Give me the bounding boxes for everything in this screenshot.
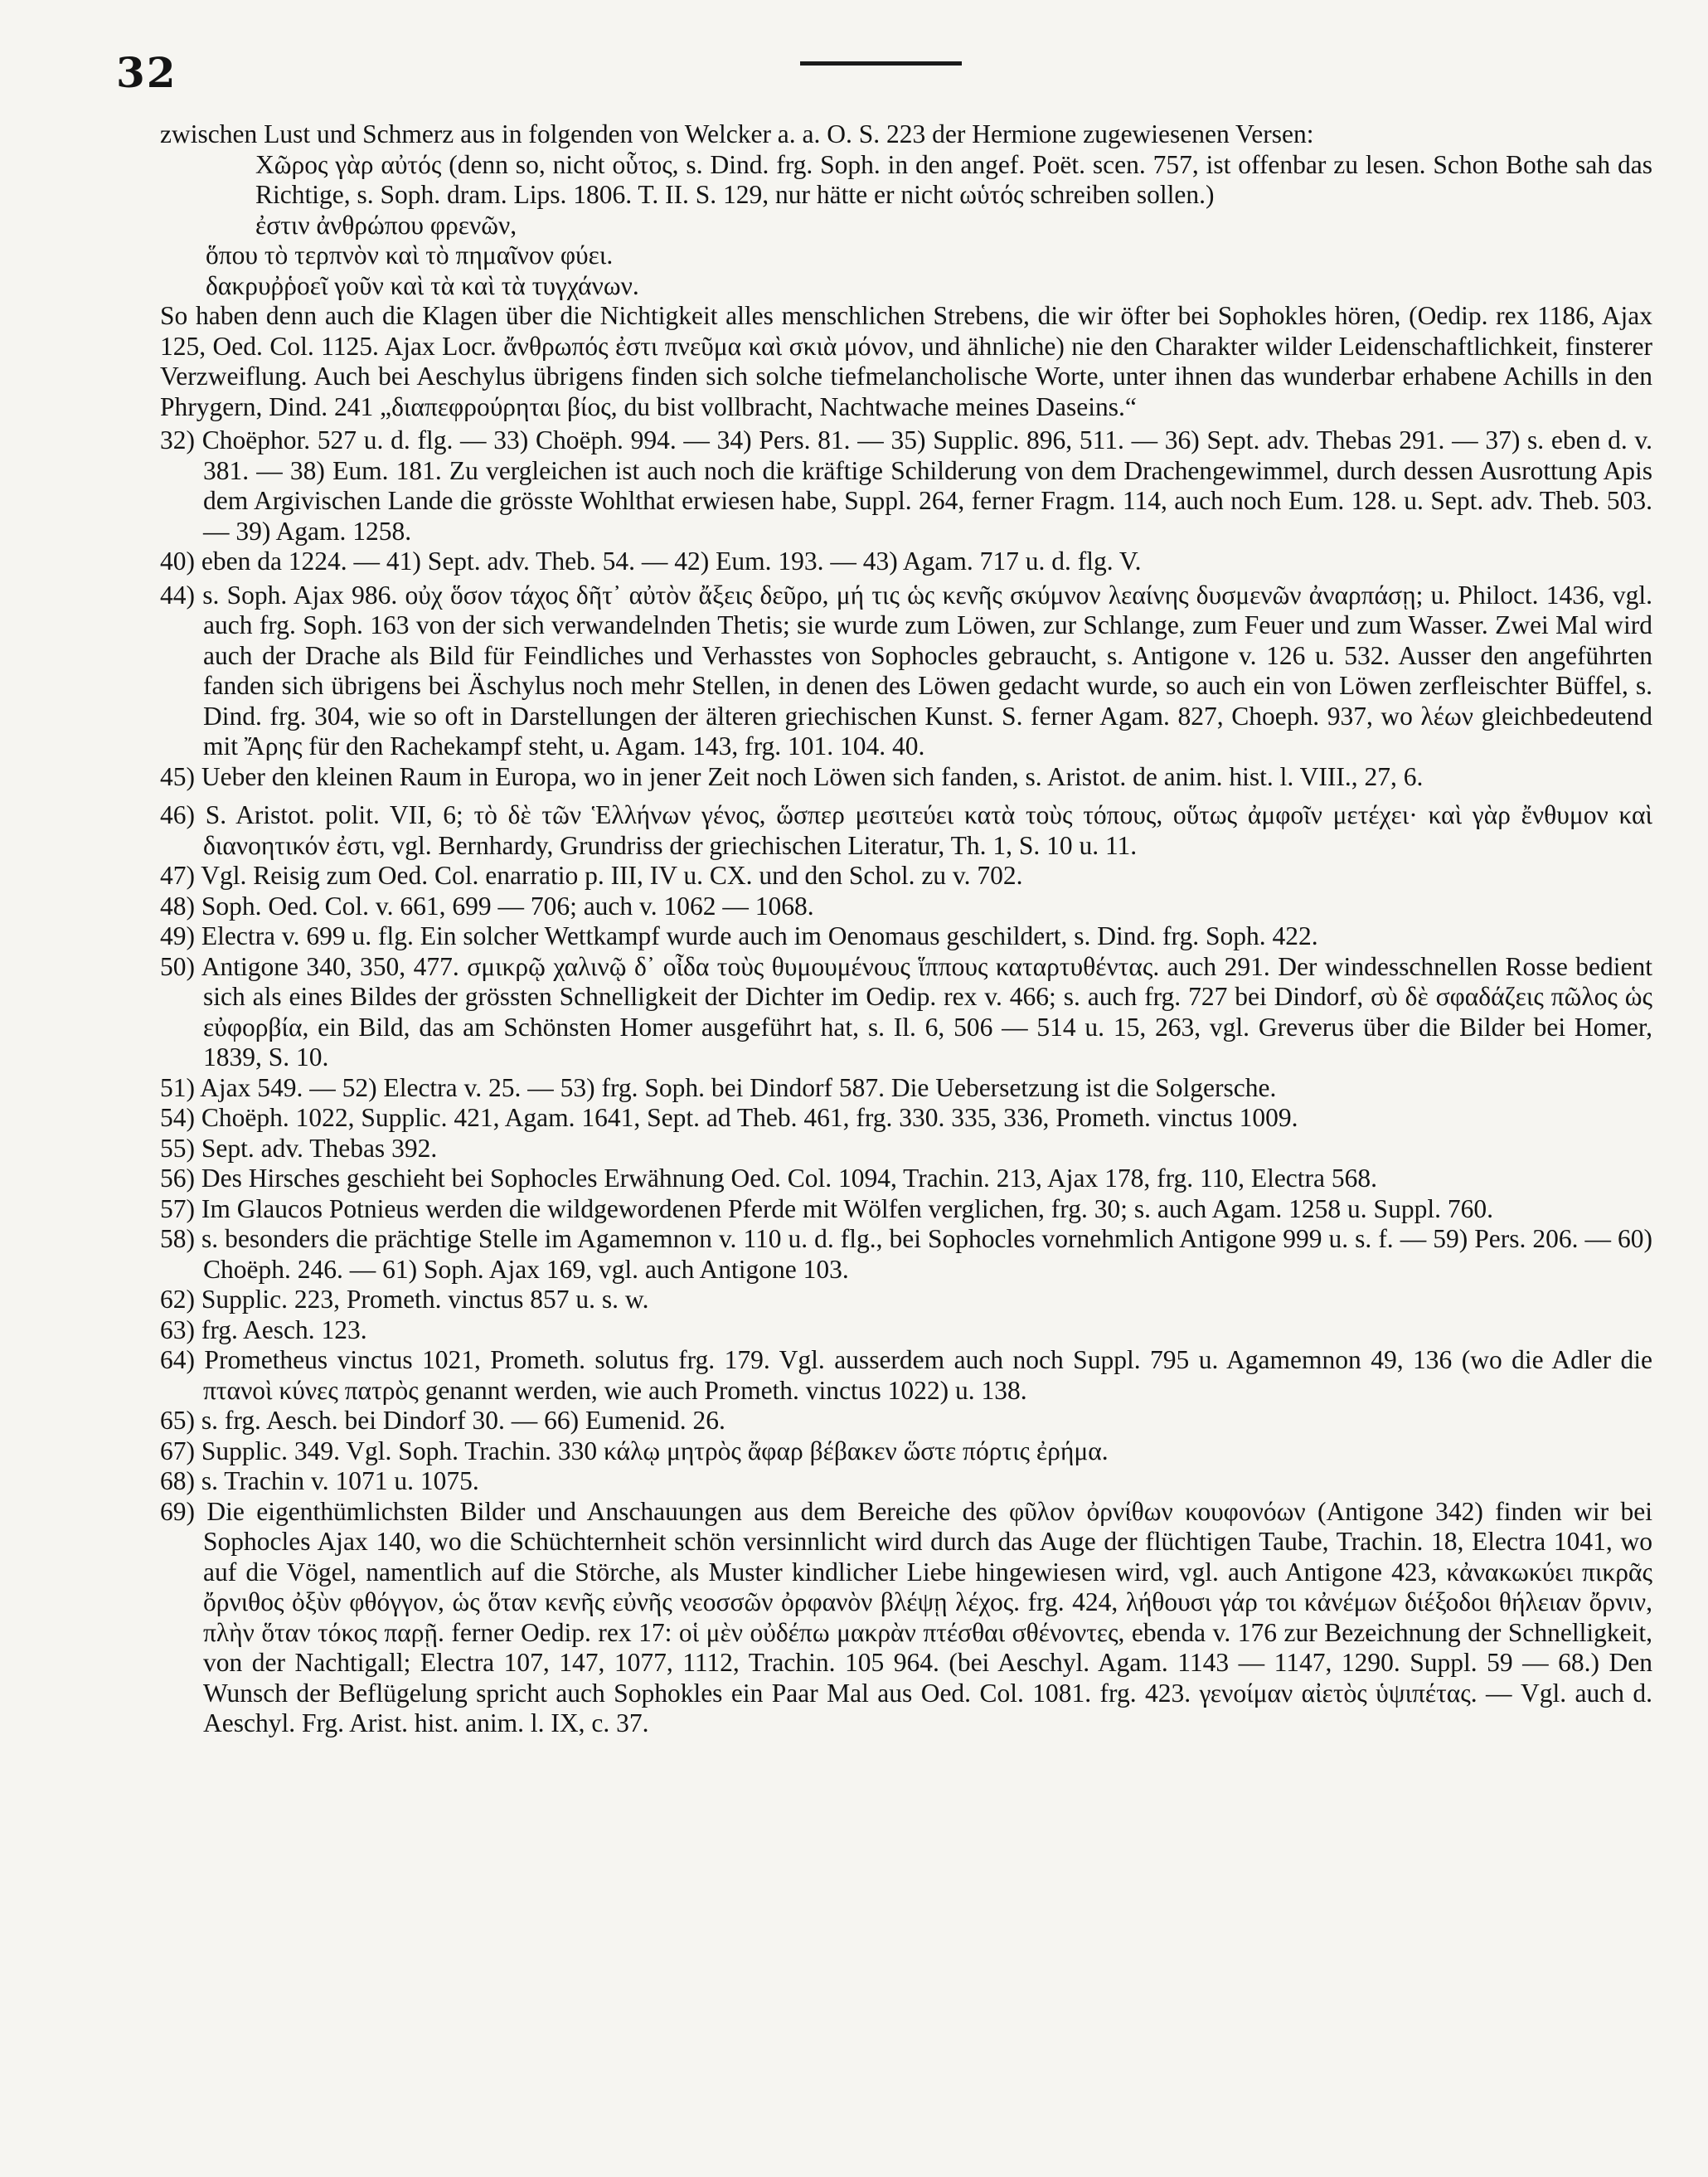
header-rule (800, 61, 962, 66)
footnote-46: 46) S. Aristot. polit. VII, 6; τὸ δὲ τῶν Ἑλλήνων γένος, ὥσπερ μεσιτεύει κατὰ τοὺς τόπους, οὕτως ἀμφοῖν μετέχει· καὶ γὰρ ἔνθυμον καὶ διανοητικόν ἐστι, vgl. Bernhardy, Grundriss der griechischen Literatur, Th. 1, S. 10 u. 11. (160, 800, 1652, 860)
greek-verse: ἐστιν ἀνθρώπου φρενῶν, (255, 210, 517, 240)
footnote-47: 47) Vgl. Reisig zum Oed. Col. enarratio p. III, IV u. CX. und den Schol. zu v. 702. (160, 861, 1023, 890)
page-number: 32 (116, 48, 177, 97)
intro-line: zwischen Lust und Schmerz aus in folgenden von Welcker a. a. O. S. 223 der Hermione zugewiesenen Versen: (160, 119, 1314, 148)
footnote-64: 64) Prometheus vinctus 1021, Prometh. solutus frg. 179. Vgl. ausserdem auch noch Suppl. 795 u. Agamemnon 49, 136 (wo die Adler die πτανοὶ κύνες πατρὸς genannt werden, wie auch Prometh. vinctus 1022) u. 138. (160, 1345, 1652, 1405)
footnote-58-61: 58) s. besonders die prächtige Stelle im Agamemnon v. 110 u. d. flg., bei Sophocles vornehmlich Antigone 999 u. s. f. — 59) Pers. 206. — 60) Choëph. 246. — 61) Soph. Ajax 169, vgl. auch Antigone 103. (160, 1224, 1652, 1284)
greek-verse: δακρυῤῥοεῖ γοῦν καὶ τὰ καὶ τὰ τυγχάνων. (206, 270, 639, 300)
footnote-69: 69) Die eigenthümlichsten Bilder und Anschauungen aus dem Bereiche des φῦλον ὀρνίθων κουφονόων (Antigone 342) finden wir bei Sophocles Ajax 140, wo die Schüchternheit schön versinnlicht wird durch das Auge der flüchtigen Taube, Trachin. 18, Electra 1041, wo auf die Vögel, namentlich auf die Störche, als Muster kindlicher Liebe hingewiesen wird, vgl. auch Antigone 423, κἀνακωκύει πικρᾶς ὄρνιθος ὀξὺν φθόγγον, ὡς ὅταν κενῆς εὐνῆς νεοσσῶν ὀρφανὸν βλέψῃ λέχος. frg. 424, λήθουσι γάρ τοι κἀνέμων διέξοδοι θήλειαν ὄρνιν, πλὴν ὅταν τόκος παρῇ. ferner Oedip. rex 17: οἱ μὲν οὐδέπω μακρὰν πτέσθαι σθένοντες, ebenda v. 176 zur Bezeichnung der Schnelligkeit, von der Nachtigall; Electra 107, 147, 1077, 1112, Trachin. 105 964. (bei Aeschyl. Agam. 1143 — 1147, 1290. Suppl. 59 — 68.) Den Wunsch der Beflügelung spricht auch Sophokles ein Paar Mal aus Oed. Col. 1081. frg. 423. γενοίμαν αἰετὸς ὑψιπέτας. — Vgl. auch d. Aeschyl. Frg. Arist. hist. anim. l. IX, c. 37. (160, 1496, 1652, 1737)
footnote-62: 62) Supplic. 223, Prometh. vinctus 857 u. s. w. (160, 1285, 649, 1314)
footnote-48: 48) Soph. Oed. Col. v. 661, 699 — 706; auch v. 1062 — 1068. (160, 891, 814, 921)
greek-verse: ὅπου τὸ τερπνὸν καὶ τὸ πημαῖνον φύει. (206, 241, 614, 270)
footnote-68: 68) s. Trachin v. 1071 u. 1075. (160, 1466, 479, 1495)
footnote-54: 54) Choëph. 1022, Supplic. 421, Agam. 1641, Sept. ad Theb. 461, frg. 330. 335, 336, Prometh. vinctus 1009. (160, 1103, 1298, 1132)
body-paragraph: So haben denn auch die Klagen über die Nichtigkeit alles menschlichen Strebens, die wir öfter bei Sophokles hören, (Oedip. rex 1186, Ajax 125, Oed. Col. 1125. Ajax Locr. ἄνθρωπός ἐστι πνεῦμα καὶ σκιὰ μόνον, und ähnliche) nie den Charakter wilder Leidenschaftlichkeit, finsterer Verzweiflung. Auch bei Aeschylus übrigens finden sich solche tiefmelancholische Worte, unter ihnen das wunderbar erhabene Achills in den Phrygern, Dind. 241 „διαπεφρούρηται βίος, du bist vollbracht, Nachtwache meines Daseins.“ (160, 301, 1652, 421)
greek-quote-commentary: Χῶρος γὰρ αὐτός (denn so, nicht οὗτος, s. Dind. frg. Soph. in den angef. Poët. scen. 757, ist offenbar zu lesen. Schon Bothe sah das Richtige, s. Soph. dram. Lips. 1806. T. II. S. 129, nur hätte er nicht ωὑτός schreiben sollen.) (255, 149, 1652, 209)
footnote-32-39: 32) Choëphor. 527 u. d. flg. — 33) Choëph. 994. — 34) Pers. 81. — 35) Supplic. 896, 511. — 36) Sept. adv. Thebas 291. — 37) s. eben d. v. 381. — 38) Eum. 181. Zu vergleichen ist auch noch die kräftige Schilderung von dem Drachengewimmel, durch dessen Ausrottung Apis dem Argivischen Lande die grösste Wohlthat erwiesen habe, Suppl. 264, ferner Fragm. 114, auch noch Eum. 128. u. Sept. adv. Theb. 503. — 39) Agam. 1258. (160, 425, 1652, 546)
footnote-67: 67) Supplic. 349. Vgl. Soph. Trachin. 330 κάλῳ μητρὸς ἄφαρ βέβακεν ὥστε πόρτις ἐρήμα. (160, 1436, 1109, 1465)
footnote-55: 55) Sept. adv. Thebas 392. (160, 1133, 438, 1163)
footnote-56: 56) Des Hirsches geschieht bei Sophocles Erwähnung Oed. Col. 1094, Trachin. 213, Ajax 178, frg. 110, Electra 568. (160, 1164, 1378, 1193)
footnote-51-53: 51) Ajax 549. — 52) Electra v. 25. — 53) frg. Soph. bei Dindorf 587. Die Uebersetzung ist die Solgersche. (160, 1072, 1277, 1102)
footnote-50: 50) Antigone 340, 350, 477. σμικρῷ χαλινῷ δ᾽ οἶδα τοὺς θυμουμένους ἵππους καταρτυθέντας. auch 291. Der windesschnellen Rosse bedient sich als eines Bildes der grössten Schnelligkeit der Dichter im Oedip. rex v. 466; s. auch frg. 727 bei Dindorf, σὺ δὲ σφαδάζεις πῶλος ὡς εὐφορβία, ein Bild, das am Schönsten Homer ausgeführt hat, s. Il. 6, 506 — 514 u. 15, 263, vgl. Greverus über die Bilder bei Homer, 1839, S. 10. (160, 951, 1652, 1071)
footnote-65-66: 65) s. frg. Aesch. bei Dindorf 30. — 66) Eumenid. 26. (160, 1406, 725, 1435)
footnote-63: 63) frg. Aesch. 123. (160, 1314, 367, 1344)
footnote-44: 44) s. Soph. Ajax 986. οὐχ ὅσον τάχος δῆτ᾽ αὐτὸν ἄξεις δεῦρο, μή τις ὡς κενῆς σκύμνον λεαίνης δυσμενῶν ἀναρπάσῃ; u. Philoct. 1436, vgl. auch frg. Soph. 163 von der sich verwandelnden Thetis; sie wurde zum Löwen, zur Schlange, zum Feuer und zum Wasser. Zwei Mal wird auch der Drache als Bild für Feindliches und Verhasstes von Sophocles gebraucht, s. Antigone v. 126 u. 532. Ausser den angeführten fanden sich übrigens bei Äschylus noch mehr Stellen, in denen des Löwen gedacht wurde, so auch ein von Löwen zerfleischter Büffel, s. Dind. frg. 304, wie so oft in Darstellungen der älteren griechischen Kunst. S. ferner Agam. 827, Choeph. 937, wo λέων gleichbedeutend mit Ἄρης für den Rachekampf steht, u. Agam. 143, frg. 101. 104. 40. (160, 580, 1652, 760)
footnote-45: 45) Ueber den kleinen Raum in Europa, wo in jener Zeit noch Löwen sich fanden, s. Aristot. de anim. hist. l. VIII., 27, 6. (160, 761, 1424, 791)
page-body (160, 119, 1652, 1739)
footnote-40-43: 40) eben da 1224. — 41) Sept. adv. Theb. 54. — 42) Eum. 193. — 43) Agam. 717 u. d. flg. V. (160, 547, 1142, 576)
footnote-57: 57) Im Glaucos Potnieus werden die wildgewordenen Pferde mit Wölfen verglichen, frg. 30; s. auch Agam. 1258 u. Suppl. 760. (160, 1193, 1493, 1223)
footnote-49: 49) Electra v. 699 u. flg. Ein solcher Wettkampf wurde auch im Oenomaus geschildert, s. Dind. frg. Soph. 422. (160, 921, 1318, 950)
